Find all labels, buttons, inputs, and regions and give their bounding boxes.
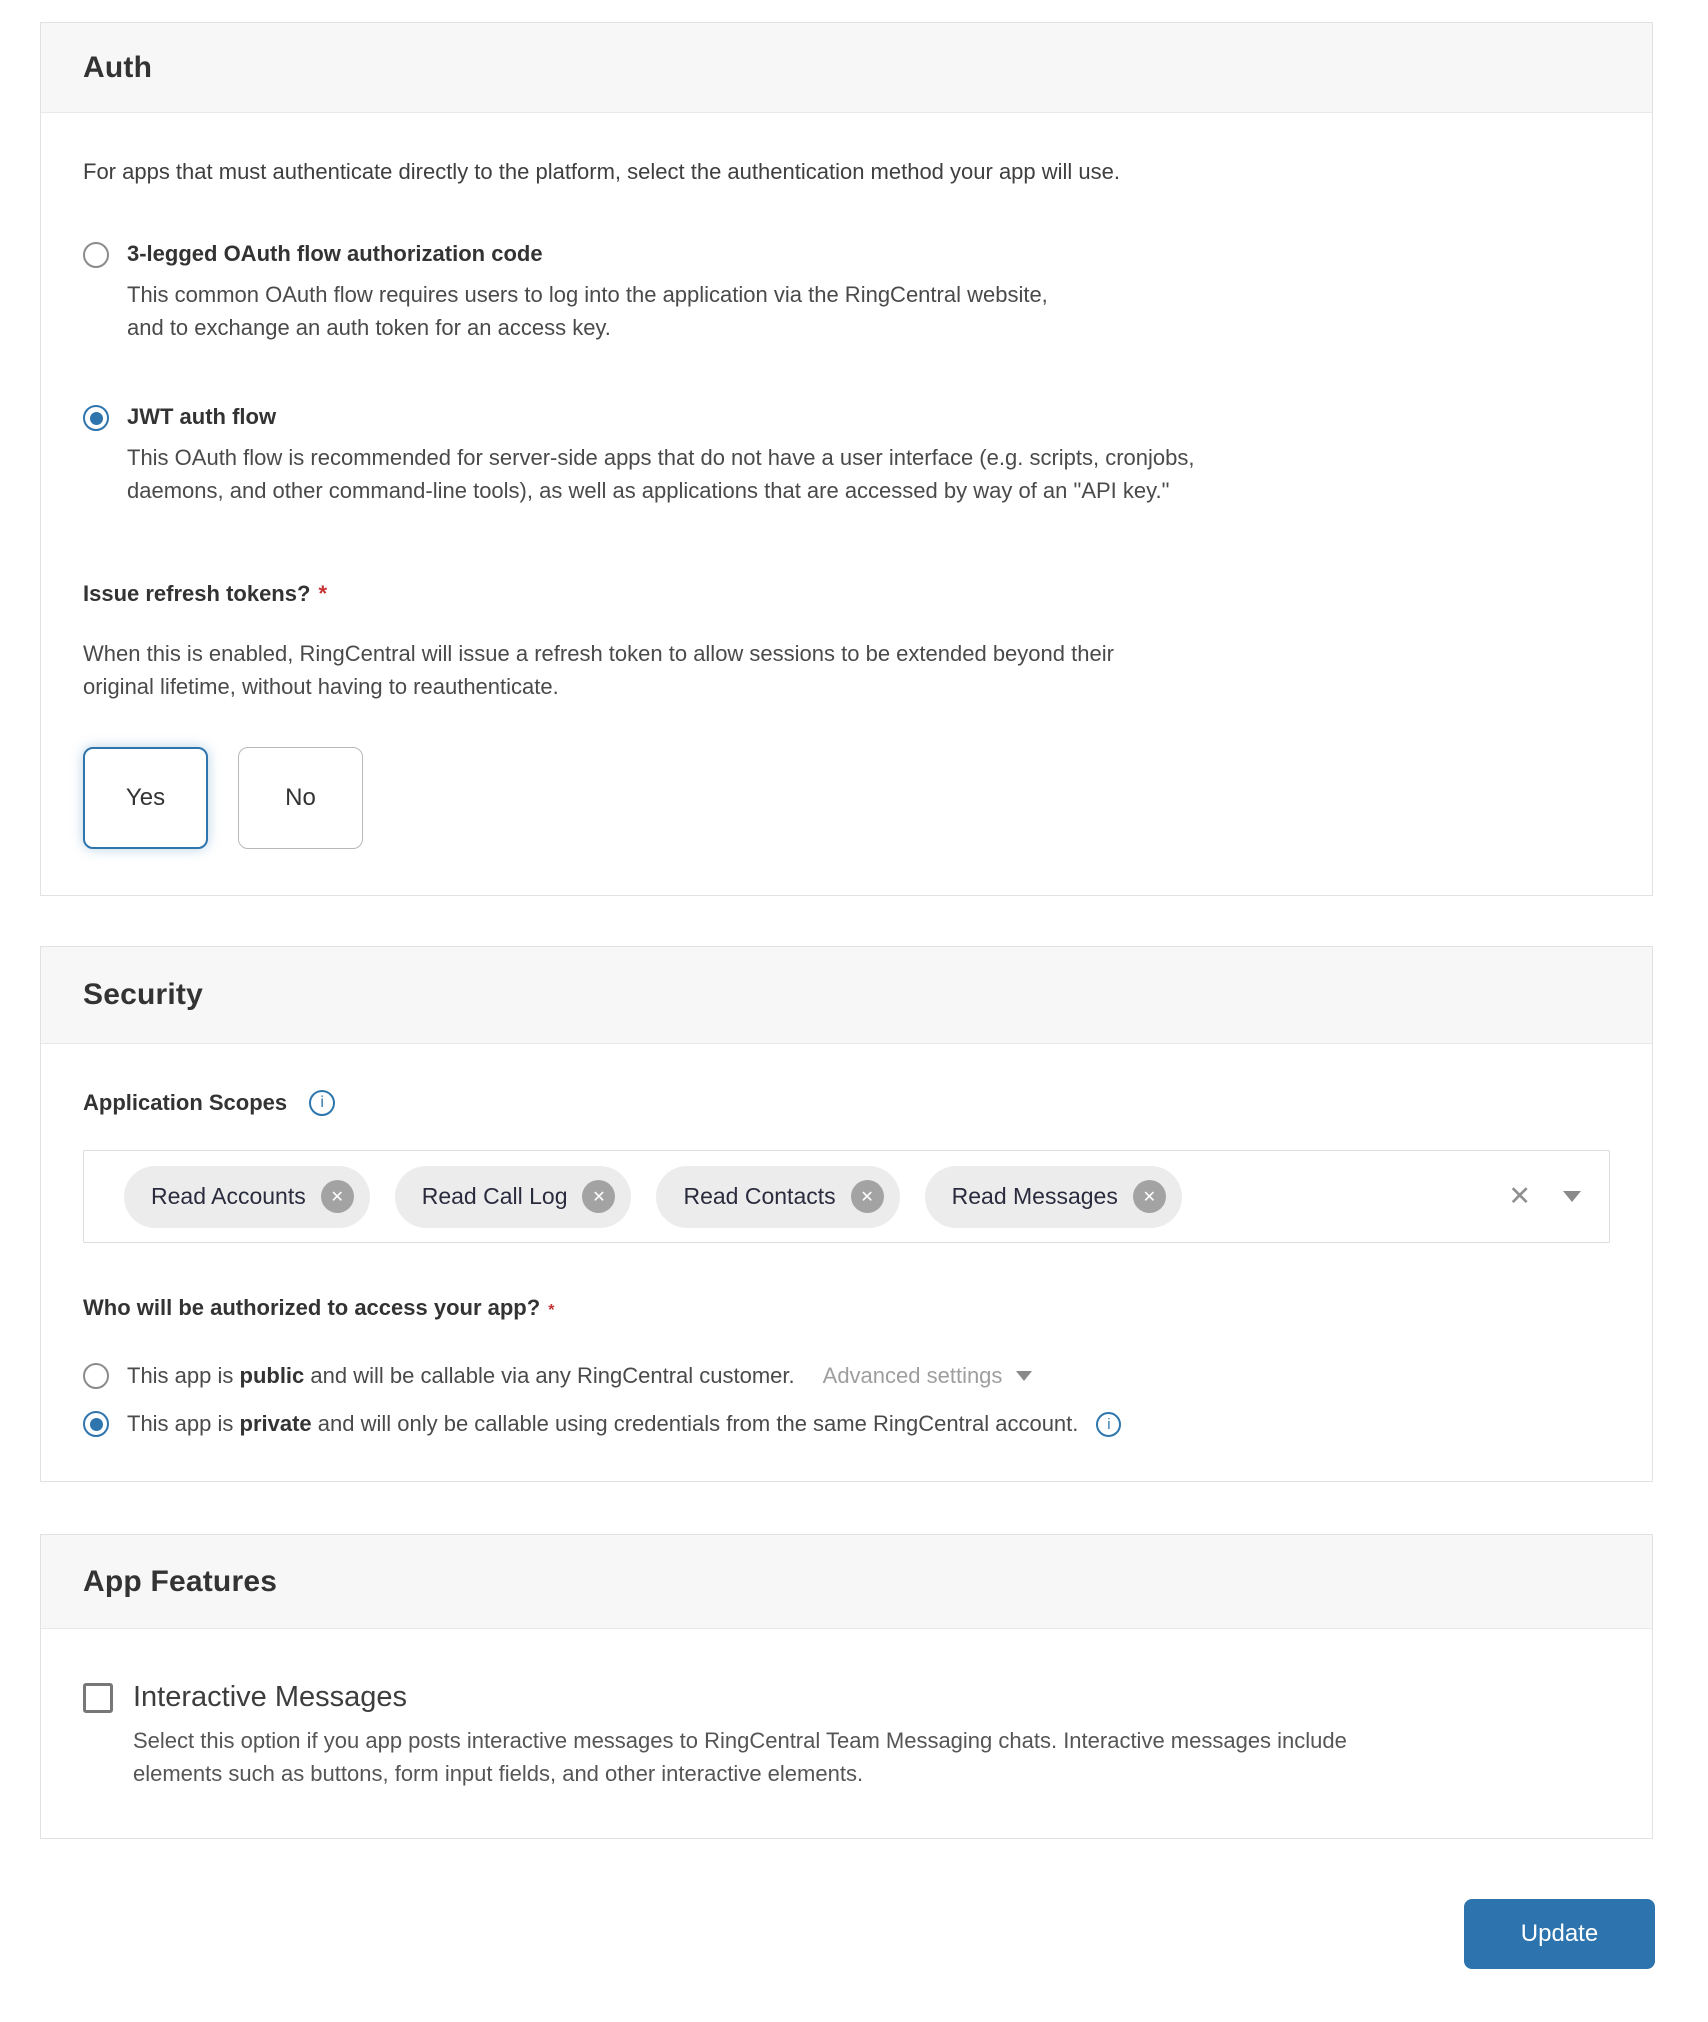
access-private-info-icon[interactable]: i (1096, 1412, 1121, 1437)
application-scopes-label: Application Scopes (83, 1090, 288, 1115)
application-scopes-info-icon[interactable]: i (309, 1090, 335, 1116)
clear-all-scopes-icon[interactable]: ✕ (1508, 1181, 1531, 1211)
required-asterisk: * (548, 1302, 555, 1319)
refresh-tokens-toggle-group (83, 747, 1610, 895)
radio-unselected-icon[interactable] (83, 242, 109, 268)
remove-scope-icon[interactable]: ✕ (1133, 1180, 1166, 1213)
access-private-option[interactable] (83, 1411, 1610, 1481)
update-button[interactable]: Update (1464, 1899, 1655, 1969)
interactive-messages-checkbox[interactable] (83, 1683, 113, 1713)
advanced-settings-link[interactable]: Advanced settings (822, 1363, 1003, 1388)
auth-option-jwt-label: JWT auth flow (127, 404, 277, 429)
scope-chip (656, 1166, 899, 1228)
scope-field-controls (1508, 1183, 1581, 1210)
security-section-title: Security (83, 978, 203, 1011)
radio-selected-icon[interactable] (83, 1411, 109, 1437)
auth-section-title: Auth (83, 50, 153, 84)
scope-chip-label: Read Accounts (151, 1183, 306, 1209)
radio-unselected-icon[interactable] (83, 1363, 109, 1389)
auth-option-3legged-label: 3-legged OAuth flow authorization code (127, 241, 543, 266)
security-section (40, 946, 1653, 1482)
auth-section-body (41, 159, 1652, 895)
access-private-option-label: This app is private and will only be callable using credentials from the same RingCentral account. (127, 1411, 1079, 1436)
form-footer (0, 1899, 1655, 1969)
who-authorized-label: Who will be authorized to access your app? (83, 1295, 541, 1320)
security-section-body (41, 1090, 1652, 1481)
auth-option-3legged[interactable] (83, 241, 1610, 268)
interactive-messages-description: Select this option if you app posts interactive messages to RingCentral Team Messaging chats. Interactive messages include elements such as buttons, form input fields, and other interactive elements. (133, 1728, 1347, 1786)
scope-chip-label: Read Contacts (683, 1183, 836, 1209)
auth-section-header (41, 23, 1652, 113)
auth-option-jwt[interactable] (83, 404, 1610, 431)
scope-chip (925, 1166, 1182, 1228)
interactive-messages-option[interactable] (83, 1681, 1610, 1714)
app-features-section-body (41, 1681, 1652, 1838)
auth-option-jwt-description: This OAuth flow is recommended for server-side apps that do not have a user interface (e.g. scripts, cronjobs, daemons, and other command-line tools), as well as applications that are accessed by way of an "API key." (127, 445, 1195, 503)
advanced-settings-caret-icon[interactable] (1016, 1371, 1032, 1381)
remove-scope-icon[interactable]: ✕ (851, 1180, 884, 1213)
scope-chip-list (124, 1166, 1182, 1228)
scope-chip-label: Read Messages (951, 1183, 1118, 1209)
application-scopes-select[interactable] (83, 1150, 1610, 1243)
remove-scope-icon[interactable]: ✕ (321, 1180, 354, 1213)
scopes-dropdown-caret-icon[interactable] (1563, 1191, 1581, 1202)
refresh-tokens-yes-button[interactable]: Yes (83, 747, 208, 849)
access-public-option-label: This app is public and will be callable via any RingCentral customer. (127, 1363, 795, 1388)
auth-section (40, 22, 1653, 896)
app-features-section (40, 1534, 1653, 1839)
scope-chip-label: Read Call Log (421, 1183, 568, 1209)
issue-refresh-tokens-description: When this is enabled, RingCentral will issue a refresh token to allow sessions to be extended beyond their original lifetime, without having to reauthenticate. (83, 641, 1114, 699)
app-features-section-title: App Features (83, 1564, 278, 1598)
refresh-tokens-no-button[interactable]: No (238, 747, 363, 849)
access-public-option[interactable] (83, 1363, 1610, 1389)
security-section-header (41, 947, 1652, 1044)
issue-refresh-tokens-label: Issue refresh tokens? * (83, 581, 327, 606)
required-asterisk: * (318, 581, 327, 606)
interactive-messages-label[interactable]: Interactive Messages (133, 1681, 408, 1713)
scope-chip (395, 1166, 632, 1228)
remove-scope-icon[interactable]: ✕ (582, 1180, 615, 1213)
radio-selected-icon[interactable] (83, 405, 109, 431)
app-features-section-header (41, 1535, 1652, 1629)
auth-intro-text: For apps that must authenticate directly to the platform, select the authentication method your app will use. (83, 159, 1121, 184)
scope-chip (124, 1166, 370, 1228)
auth-option-3legged-description: This common OAuth flow requires users to log into the application via the RingCentral website, and to exchange an auth token for an access key. (127, 282, 1048, 340)
